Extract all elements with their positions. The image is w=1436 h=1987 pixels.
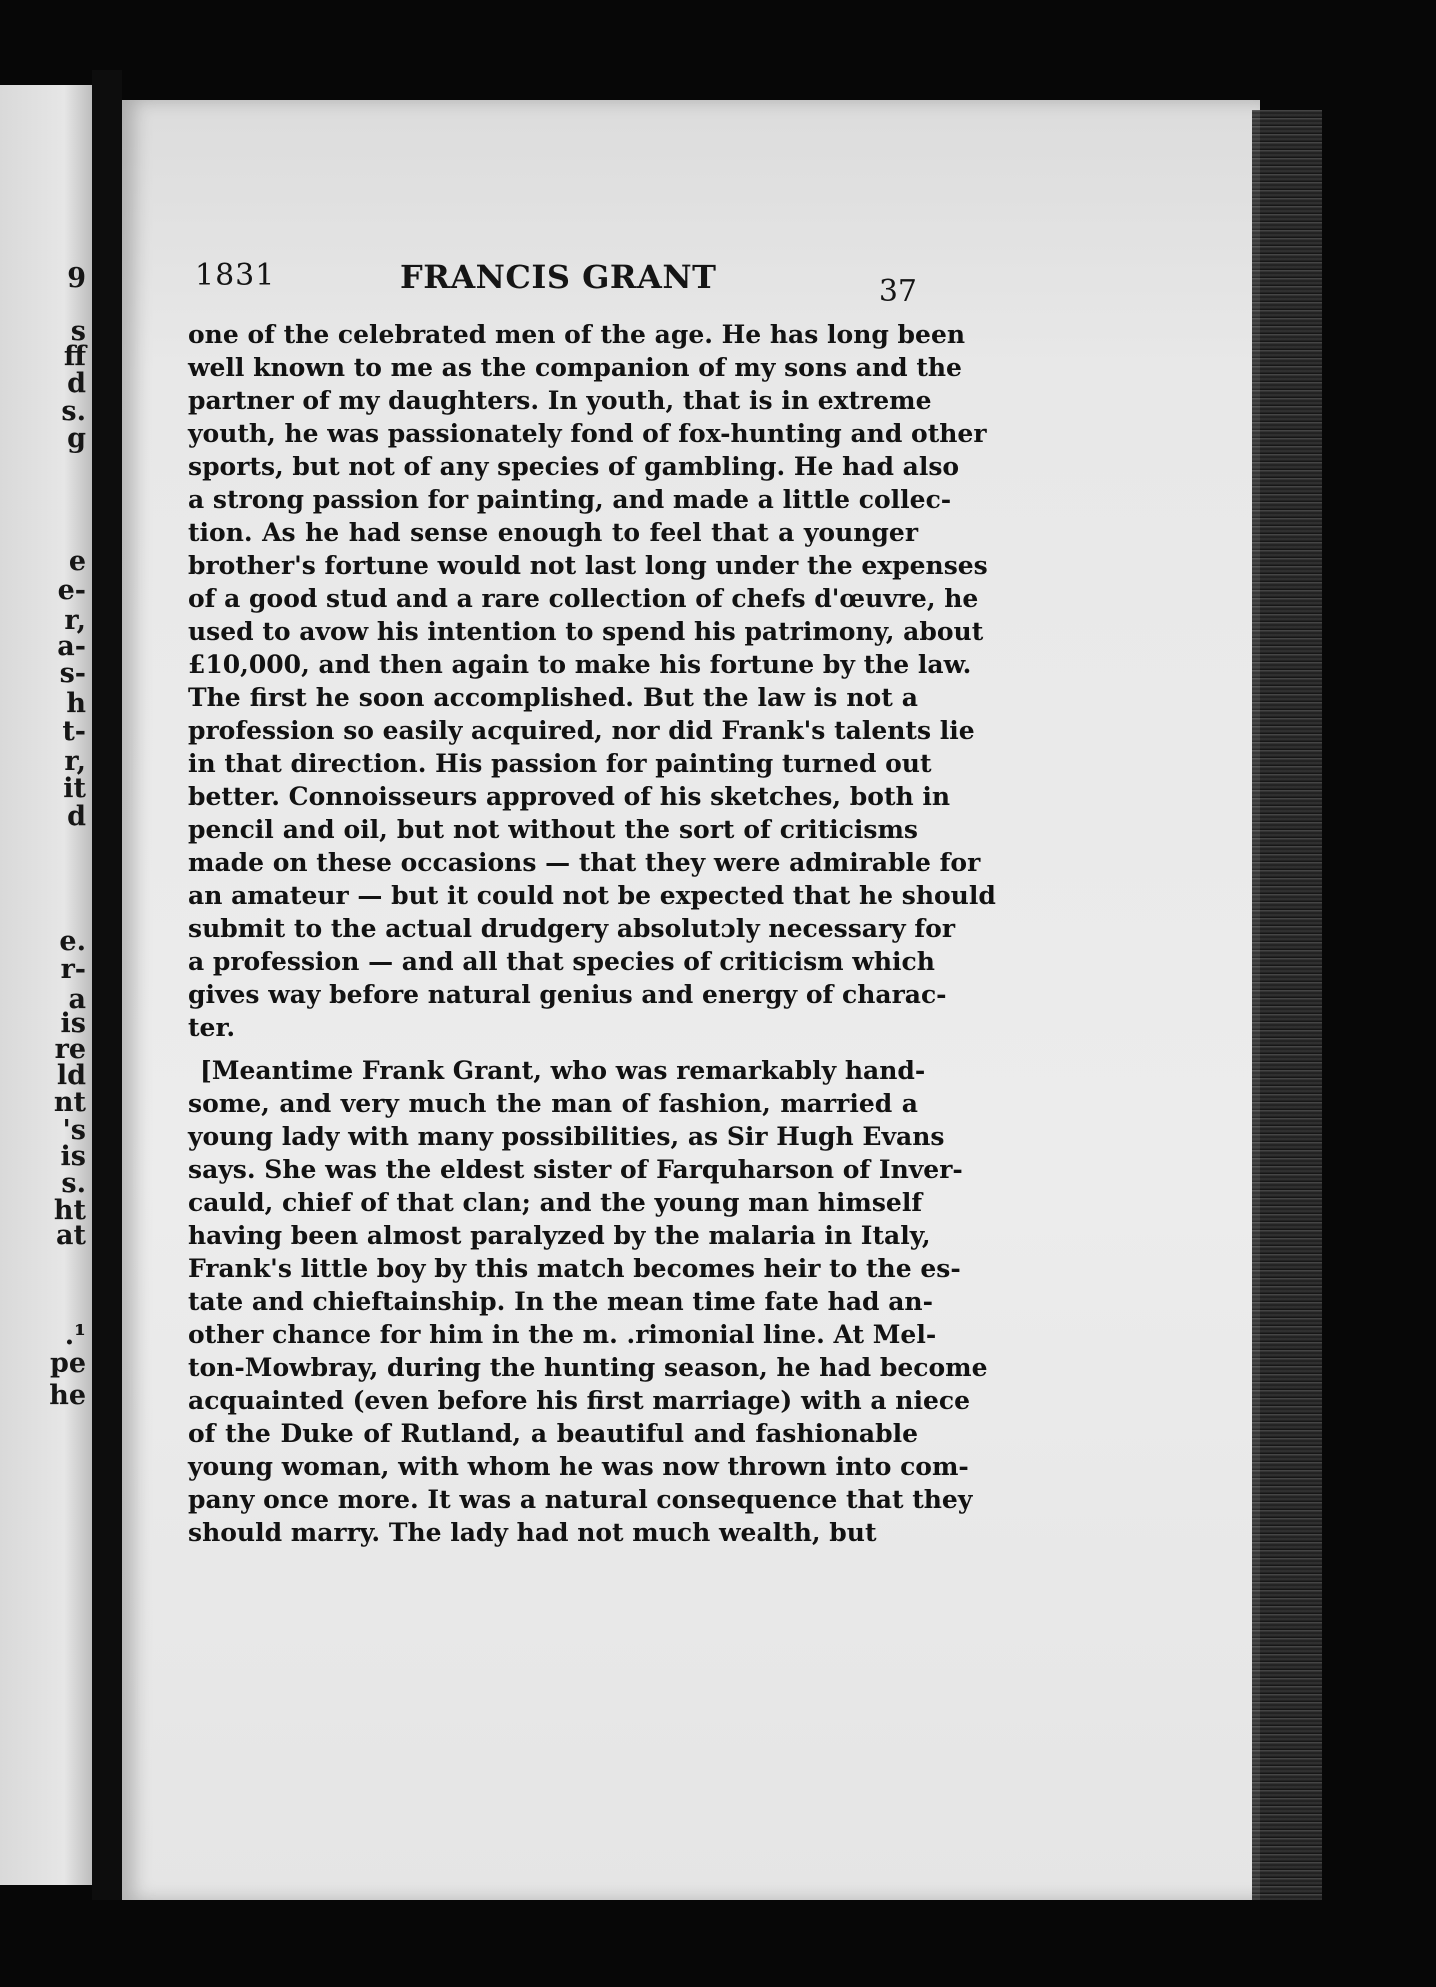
previous-page-text-fragment: r- [60,954,86,985]
previous-page-text-fragment: at [56,1220,86,1251]
previous-page-text-fragment: s. [61,1168,86,1199]
running-head-title: FRANCIS GRANT [400,258,717,296]
previous-page-text-fragment: h [66,688,86,719]
text-line: used to avow his intention to spend his patrimony, about [188,617,984,646]
previous-page-text-fragment: pe [49,1348,86,1379]
text-line: ton-Mowbray, during the hunting season, he had become [188,1353,988,1382]
text-line: partner of my daughters. In youth, that is in extreme [188,386,932,415]
text-line: youth, he was passionately fond of fox-hunting and other [188,419,987,448]
text-line: young lady with many possibilities, as Sir Hugh Evans [188,1122,945,1151]
previous-page-text-fragment: e [68,546,86,577]
text-line: sports, but not of any species of gambling. He had also [188,452,960,481]
text-line: pencil and oil, but not without the sort of criticisms [188,815,918,844]
previous-page-text-fragment: re [54,1034,86,1065]
text-line: some, and very much the man of fashion, married a [188,1089,918,1118]
previous-page-text-fragment: ht [53,1195,86,1226]
text-line: brother's fortune would not last long under the expenses [188,551,988,580]
previous-page-text-fragment: 9 [67,263,86,294]
previous-page-text-fragment: g [67,423,86,454]
text-line: gives way before natural genius and energy of charac- [188,980,947,1009]
previous-page-text-fragment: s- [59,658,86,689]
previous-page-text-fragment: he [49,1380,86,1411]
text-line: Frank's little boy by this match becomes heir to the es- [188,1254,961,1283]
text-line: made on these occasions — that they were admirable for [188,848,981,877]
previous-page-text-fragment: ff [63,341,86,372]
text-line: says. She was the eldest sister of Farquharson of Inver- [188,1155,963,1184]
previous-page-text-fragment: ld [56,1060,86,1091]
text-line: submit to the actual drudgery absolutɔly necessary for [188,914,955,943]
text-line: The first he soon accomplished. But the law is not a [188,683,918,712]
page-edge-stack [1252,110,1322,1900]
text-line: £10,000, and then again to make his fortune by the law. [188,650,972,679]
book-gutter [92,70,122,1900]
running-head-year: 1831 [195,258,276,293]
body-text [188,318,996,1549]
previous-page-text-fragment: 's [62,1115,86,1146]
previous-page-text-fragment: s [70,316,86,347]
previous-page-text-fragment: e. [59,926,86,957]
text-line: acquainted (even before his first marriage) with a niece [188,1386,971,1415]
previous-page-text-fragment: a [68,984,86,1015]
previous-page-text-fragment: d [67,368,86,399]
text-line: of a good stud and a rare collection of chefs d'œuvre, he [188,584,979,613]
previous-page-text-fragment: is [60,1008,86,1039]
text-line: tion. As he had sense enough to feel that a younger [188,518,918,547]
text-line: young woman, with whom he was now thrown into com- [188,1452,969,1481]
text-line: of the Duke of Rutland, a beautiful and fashionable [188,1419,918,1448]
previous-page-text-fragment: .¹ [64,1320,86,1351]
text-line: in that direction. His passion for painting turned out [188,749,932,778]
text-line: well known to me as the companion of my sons and the [188,353,962,382]
previous-page-text-fragment: a- [57,631,86,662]
text-line: profession so easily acquired, nor did Frank's talents lie [188,716,975,745]
text-line: other chance for him in the m. .rimonial line. At Mel- [188,1320,937,1349]
previous-page-fragment [0,85,92,1885]
text-line: tate and chieftainship. In the mean time fate had an- [188,1287,933,1316]
previous-page-text-fragment: nt [53,1087,86,1118]
previous-page-text-fragment: is [60,1141,86,1172]
previous-page-text-fragment: r, [64,746,86,777]
text-line: a strong passion for painting, and made a little collec- [188,485,952,514]
previous-page-text-fragment: s. [61,396,86,427]
page-number: 37 [878,274,917,309]
text-line: having been almost paralyzed by the malaria in Italy, [188,1221,931,1250]
previous-page-text-fragment: e- [57,575,86,606]
text-line: an amateur — but it could not be expected that he should [188,881,996,910]
text-line: one of the celebrated men of the age. He has long been [188,320,966,349]
previous-page-text-fragment: it [63,773,86,804]
text-line: ter. [188,1013,236,1042]
previous-page-text-fragment: d [67,801,86,832]
text-line: pany once more. It was a natural consequence that they [188,1485,973,1514]
running-head [195,258,917,310]
text-line: [Meantime Frank Grant, who was remarkably hand- [200,1056,926,1085]
previous-page-text-fragment: t- [62,716,86,747]
previous-page-text-fragment: r, [64,605,86,636]
text-line: should marry. The lady had not much wealth, but [188,1518,877,1547]
text-line: better. Connoisseurs approved of his sketches, both in [188,782,951,811]
text-line: cauld, chief of that clan; and the young man himself [188,1188,923,1217]
text-line: a profession — and all that species of criticism which [188,947,935,976]
